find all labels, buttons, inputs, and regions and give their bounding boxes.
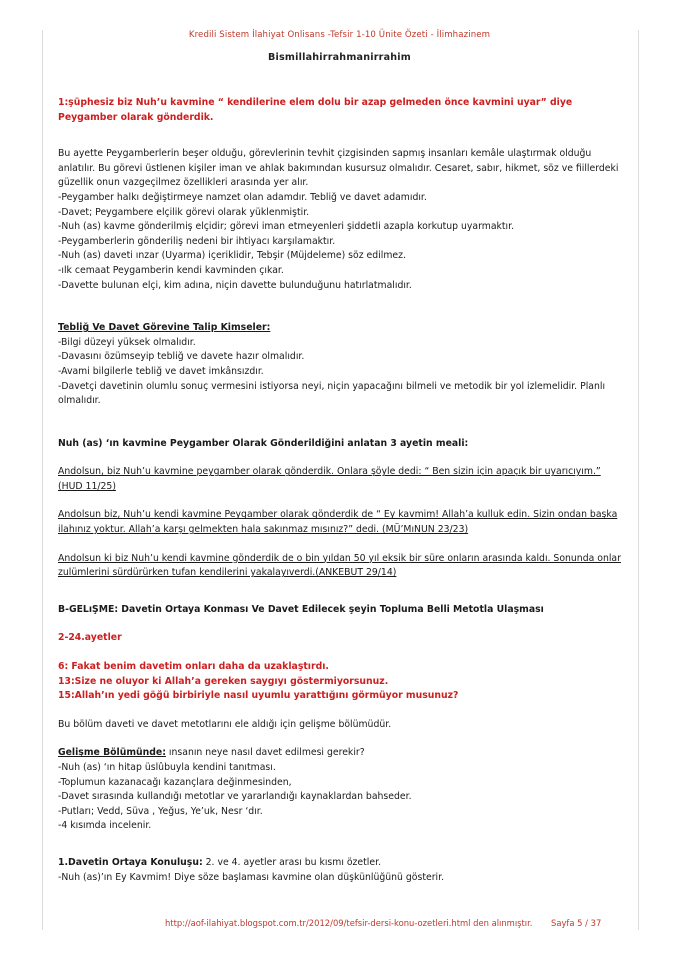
page-number: Sayfa 5 / 37 (551, 918, 602, 928)
candidates-bullet: -Davasını özümseyip tebliğ ve davete hazır olmalıdır. (58, 351, 305, 363)
page-footer (165, 918, 635, 928)
candidates-bullet: -Davetçi davetinin olumlu sonuç vermesini istiyorsa neyi, niçin yapacağını bilmeli ve metodik bir yol izlemelidir. Planlı olmalıdır. (58, 380, 606, 407)
development-bullet: -4 kısımda incelenir. (58, 820, 152, 832)
left-margin-line (42, 30, 43, 930)
intro-paragraph: Bu ayette Peygamberlerin beşer olduğu, görevlerinin tevhit çizgisinden sapmış insanları kemâle ulaştırmak olduğu anlatılır. Bu görevi üstlenen kişiler iman ve ahlak bakımından kusursuz olmalıdır. Cesaret, sabır, hikmet, söz ve fiillerdeki güzellik onun vazgeçilmez özellikleri arasında yer alır. (58, 148, 619, 189)
development-heading: B-GELıŞME: Davetin Ortaya Konması Ve Davet Edilecek şeyin Topluma Belli Metotla Ulaşması (58, 603, 544, 615)
intro-bullet: -Peygamber halkı değiştirmeye namzet olan adamdır. Tebliğ ve davet adamıdır. (58, 191, 427, 203)
development-summary: Bu bölüm daveti ve davet metotlarını ele aldığı için gelişme bölümüdür. (58, 718, 392, 730)
topic1-heading (58, 856, 623, 871)
candidates-heading: Tebliğ Ve Davet Görevine Talip Kimseler: (58, 322, 271, 334)
development-section-label: Gelişme Bölümünde: (58, 747, 166, 759)
right-margin-line (638, 30, 639, 930)
development-bullet: -Davet sırasında kullandığı metotlar ve yararlandığı kaynaklardan bahseder. (58, 791, 412, 803)
intro-bullet: -Nuh (as) kavme gönderilmiş elçidir; görevi iman etmeyenleri şiddetli azapla korkutup uyarmaktır. (58, 221, 515, 233)
document-title: Bismillahirrahmanirrahim (268, 52, 411, 63)
verse-ankebut: Andolsun ki biz Nuh’u kendi kavmine gönderdik de o bin yıldan 50 yıl eksik bir süre onların arasında kaldı. Sonunda onlar zulümlerini sürdürürken tufan kendilerini yakalayıverdi.(ANKEBUT 29/14) (58, 552, 621, 579)
intro-bullet: -ılk cemaat Peygamberin kendi kavminden çıkar. (58, 264, 284, 276)
page-header: Kredili Sistem İlahiyat Onlisans -Tefsir 1-10 Ünite Özeti - İlimhazinem (188, 30, 491, 40)
footer-source-link[interactable]: http://aof-ilahiyat.blogspot.com.tr/2012/09/tefsir-dersi-konu-ozetleri.html den alınmıştır. (165, 918, 533, 928)
candidates-bullet: -Bilgi düzeyi yüksek olmalıdır. (58, 336, 196, 348)
red-verse: 15:Allah’ın yedi göğü birbiriyle nasıl uyumlu yarattığını görmüyor musunuz? (58, 690, 459, 702)
candidates-bullet: -Avami bilgilerle tebliğ ve davet imkânsızdır. (58, 365, 264, 377)
topic1-heading-text: 2. ve 4. ayetler arası bu kısmı özetler. (202, 856, 382, 868)
intro-verse-heading: 1:şüphesiz biz Nuh’u kavmine “ kendilerine elem dolu bir azap gelmeden önce kavmini uyar” diye Peygamber olarak gönderdik. (58, 97, 573, 123)
topic1-line: -Nuh (as)’ın Ey Kavmim! Diye söze başlaması kavmine olan düşkünlüğünü gösterir. (58, 871, 445, 883)
intro-bullet: -Davet; Peygambere elçilik görevi olarak yüklenmiştir. (58, 206, 310, 218)
verse-range: 2-24.ayetler (58, 632, 122, 644)
intro-bullet: -Davette bulunan elçi, kim adına, niçin davette bulunduğunu hatırlatmalıdır. (58, 279, 412, 291)
intro-bullet: -Peygamberlerin gönderiliş nedeni bir ihtiyacı karşılamaktır. (58, 235, 336, 247)
development-section-line (58, 746, 623, 761)
intro-bullet: -Nuh (as) daveti ınzar (Uyarma) içeriklidir, Tebşir (Müjdeleme) söz edilmez. (58, 250, 406, 262)
verse-muminun: Andolsun biz, Nuh’u kendi kavmine Peygamber olarak gönderdik de “ Ey kavmim! Allah’a kulluk edin. Sizin ondan başka ilahınız yoktur. Allah’a karşı gelmekten hala sakınmaz mısınız?” dedi. (MÜ’MıNUN 23/23) (58, 509, 618, 536)
development-bullet: -Toplumun kazanacağı kazançlara değinmesinden, (58, 776, 292, 788)
development-bullet: -Nuh (as) ‘ın hitap üslûbuyla kendini tanıtması. (58, 762, 276, 773)
development-bullet: -Putları; Vedd, Süva , Yeğus, Ye’uk, Nesr ‘dır. (58, 805, 263, 817)
red-verse: 13:Size ne oluyor ki Allah’a gereken saygıyı göstermiyorsunuz. (58, 675, 389, 687)
verse-hud: Andolsun, biz Nuh’u kavmine peygamber olarak gönderdik. Onlara şöyle dedi: “ Ben sizin için apaçık bir uyarıcıyım.” (HUD 11/25) (58, 466, 601, 492)
document-body (58, 96, 623, 885)
red-verse: 6: Fakat benim davetim onları daha da uzaklaştırdı. (58, 661, 329, 673)
development-section-question: ınsanın neye nasıl davet edilmesi gerekir? (165, 747, 365, 759)
three-verses-heading: Nuh (as) ‘ın kavmine Peygamber Olarak Gönderildiğini anlatan 3 ayetin meali: (58, 437, 469, 449)
topic1-heading-label: 1.Davetin Ortaya Konuluşu: (58, 856, 203, 868)
